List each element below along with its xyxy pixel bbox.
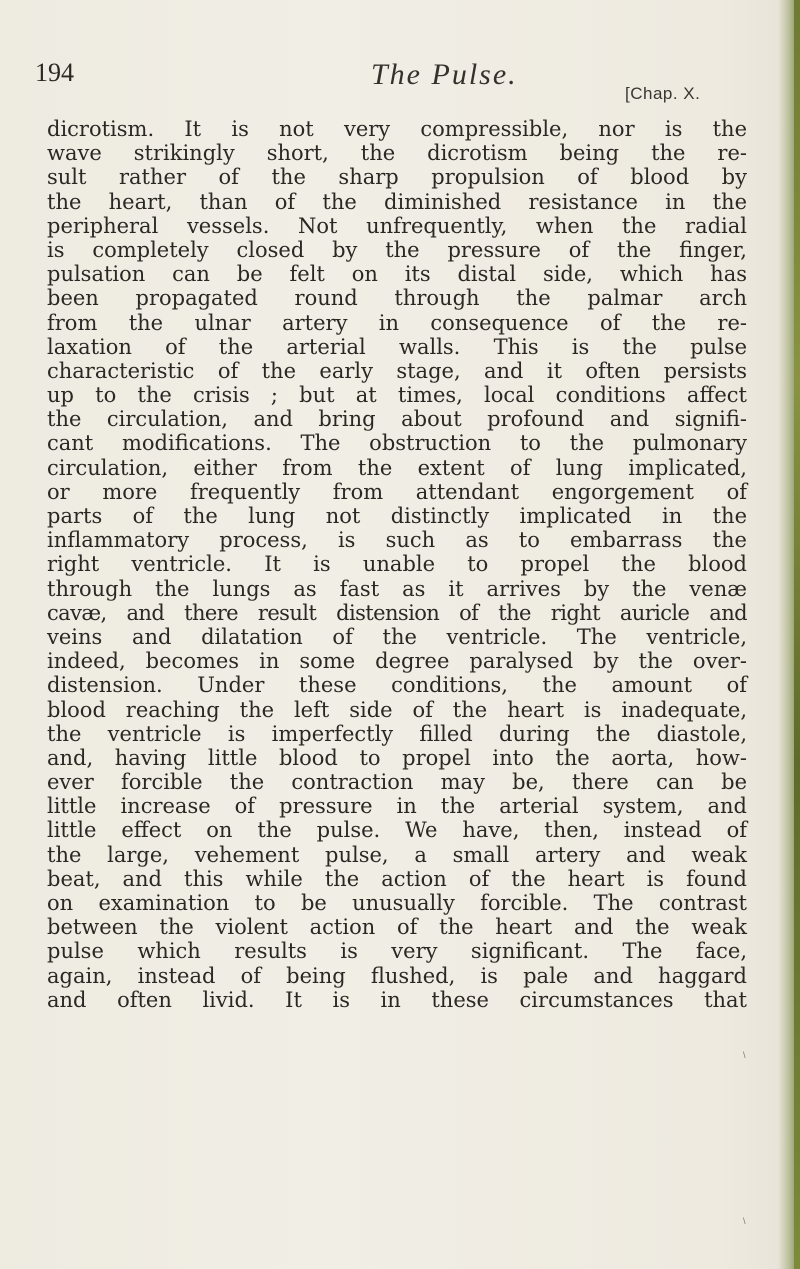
text-line: little effect on the pulse. We have, then, instead of [47, 818, 747, 843]
page-number: 194 [35, 58, 74, 87]
text-line: or more frequently from attendant engorgement of [47, 479, 747, 504]
text-line: distension. Under these conditions, the amount of [47, 673, 747, 698]
body-text [47, 117, 747, 1012]
text-line: from the ulnar artery in consequence of the re- [47, 310, 747, 335]
text-line: circulation, either from the extent of lung implicated, [47, 455, 747, 480]
text-line: characteristic of the early stage, and it often persists [47, 358, 747, 383]
text-line: indeed, becomes in some degree paralysed by the over- [47, 649, 747, 674]
text-line: dicrotism. It is not very compressible, nor is the [47, 117, 747, 141]
running-title: The Pulse. [371, 58, 518, 91]
text-line: pulse which results is very significant. The face, [47, 939, 747, 964]
page-edge-binding [794, 0, 800, 1269]
text-line: and, having little blood to propel into the aorta, how- [47, 745, 747, 770]
text-line: right ventricle. It is unable to propel the blood [47, 552, 747, 577]
text-line: between the violent action of the heart and the weak [47, 915, 747, 940]
text-line: wave strikingly short, the dicrotism being the re- [47, 141, 747, 166]
page-header [35, 58, 735, 103]
text-line: laxation of the arterial walls. This is the pulse [47, 334, 747, 359]
text-line: up to the crisis ; but at times, local conditions affect [47, 383, 747, 408]
text-line: the heart, than of the diminished resistance in the [47, 189, 747, 214]
text-line: inflammatory process, is such as to embarrass the [47, 528, 747, 553]
text-line: little increase of pressure in the arterial system, and [47, 794, 747, 819]
text-line: is completely closed by the pressure of the finger, [47, 237, 747, 262]
stray-mark: \ [743, 1050, 746, 1060]
text-line: again, instead of being flushed, is pale and haggard [47, 963, 747, 988]
text-line: cavæ, and there result distension of the right auricle and [47, 600, 747, 625]
text-line: on examination to be unusually forcible. The contrast [47, 891, 747, 915]
text-line: the circulation, and bring about profound and signifi- [47, 407, 747, 432]
stray-mark: \ [743, 1216, 746, 1226]
text-line: the large, vehement pulse, a small artery and weak [47, 842, 747, 867]
chapter-label: [Chap. X. [625, 84, 701, 103]
text-line: parts of the lung not distinctly implicated in the [47, 504, 747, 528]
text-line: peripheral vessels. Not unfrequently, when the radial [47, 213, 747, 238]
text-line: pulsation can be felt on its distal side, which has [47, 262, 747, 287]
text-line: cant modifications. The obstruction to the pulmonary [47, 431, 747, 456]
text-line: been propagated round through the palmar arch [47, 286, 747, 311]
text-line: veins and dilatation of the ventricle. The ventricle, [47, 624, 747, 649]
text-line: blood reaching the left side of the heart is inadequate, [47, 697, 747, 722]
text-line: sult rather of the sharp propulsion of blood by [47, 165, 747, 190]
text-line: the ventricle is imperfectly filled during the diastole, [47, 721, 747, 746]
text-line: beat, and this while the action of the heart is found [47, 866, 747, 891]
text-line: through the lungs as fast as it arrives by the venæ [47, 576, 747, 601]
text-line: and often livid. It is in these circumstances that [47, 987, 747, 1012]
text-line: ever forcible the contraction may be, there can be [47, 770, 747, 795]
